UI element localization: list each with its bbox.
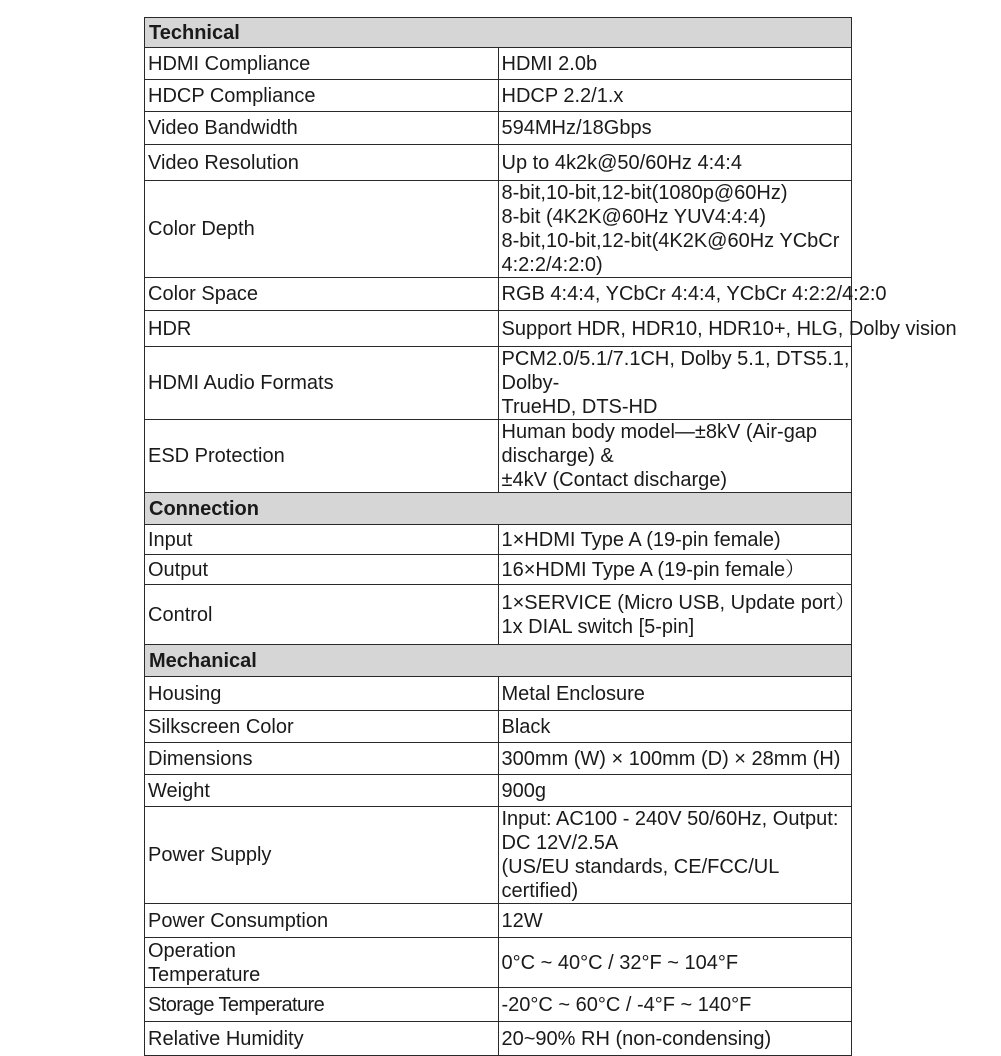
row-label: ESD Protection xyxy=(145,420,499,493)
value-line: Input: AC100 - 240V 50/60Hz, Output: DC 12V/2.5A xyxy=(501,808,839,854)
row-value xyxy=(498,347,852,420)
spec-row-operation-temperature xyxy=(145,938,852,988)
row-value: 900g xyxy=(498,775,852,807)
row-value: 12W xyxy=(498,904,852,938)
value-line: 8-bit (4K2K@60Hz YUV4:4:4) xyxy=(501,206,767,228)
section-title: Connection xyxy=(145,493,852,525)
value-line: 8-bit,10-bit,12-bit(4K2K@60Hz YCbCr 4:2:2/4:2:0) xyxy=(501,230,840,276)
row-value: 300mm (W) × 100mm (D) × 28mm (H) xyxy=(498,743,852,775)
row-label: Color Space xyxy=(145,278,499,311)
row-label: Video Resolution xyxy=(145,145,499,181)
section-header-technical xyxy=(145,18,852,48)
value-line: ±4kV (Contact discharge) xyxy=(501,469,728,491)
spec-row-storage-temperature xyxy=(145,988,852,1022)
row-value: 594MHz/18Gbps xyxy=(498,112,852,145)
row-label: HDCP Compliance xyxy=(145,80,499,112)
row-value xyxy=(498,420,852,493)
row-value xyxy=(498,181,852,278)
spec-row-hdcp-compliance xyxy=(145,80,852,112)
section-header-connection xyxy=(145,493,852,525)
row-label: HDR xyxy=(145,311,499,347)
row-label: Video Bandwidth xyxy=(145,112,499,145)
spec-row-relative-humidity xyxy=(145,1022,852,1056)
row-label: Silkscreen Color xyxy=(145,711,499,743)
value-line: TrueHD, DTS-HD xyxy=(501,396,658,418)
row-label: Output xyxy=(145,555,499,585)
spec-row-silkscreen-color xyxy=(145,711,852,743)
label-line: Temperature xyxy=(148,963,261,986)
row-value: -20°C ~ 60°C / -4°F ~ 140°F xyxy=(498,988,852,1022)
row-label: HDMI Compliance xyxy=(145,48,499,80)
row-value: HDMI 2.0b xyxy=(498,48,852,80)
spec-row-color-space xyxy=(145,278,852,311)
row-value xyxy=(498,807,852,904)
row-value: 16×HDMI Type A (19-pin female） xyxy=(498,555,852,585)
value-line: 8-bit,10-bit,12-bit(1080p@60Hz) xyxy=(501,182,788,204)
value-line: Human body model—±8kV (Air-gap discharge) & xyxy=(501,421,818,467)
spec-row-dimensions xyxy=(145,743,852,775)
section-title: Technical xyxy=(145,18,852,48)
spec-row-input xyxy=(145,525,852,555)
spec-row-output xyxy=(145,555,852,585)
row-value xyxy=(498,585,856,645)
row-label: Color Depth xyxy=(145,181,499,278)
spec-row-hdmi-audio-formats xyxy=(145,347,852,420)
row-value: 0°C ~ 40°C / 32°F ~ 104°F xyxy=(498,938,852,988)
row-value: Black xyxy=(498,711,852,743)
section-title: Mechanical xyxy=(145,645,852,677)
row-value: 20~90% RH (non-condensing) xyxy=(498,1022,852,1056)
row-value: RGB 4:4:4, YCbCr 4:4:4, YCbCr 4:2:2/4:2:0 xyxy=(498,278,852,311)
row-label: Power Consumption xyxy=(145,904,499,938)
row-value: HDCP 2.2/1.x xyxy=(498,80,852,112)
row-value: Metal Enclosure xyxy=(498,677,852,711)
row-label: HDMI Audio Formats xyxy=(145,347,499,420)
spec-row-power-supply xyxy=(145,807,852,904)
spec-row-weight xyxy=(145,775,852,807)
row-value: Up to 4k2k@50/60Hz 4:4:4 xyxy=(498,145,852,181)
row-label xyxy=(145,938,499,988)
spec-row-power-consumption xyxy=(145,904,852,938)
spec-row-video-resolution xyxy=(145,145,852,181)
row-value: 1×HDMI Type A (19-pin female) xyxy=(498,525,852,555)
row-label: Input xyxy=(145,525,499,555)
spec-row-esd-protection xyxy=(145,420,852,493)
row-label: Power Supply xyxy=(145,807,499,904)
value-line: 1×SERVICE (Micro USB, Update port） xyxy=(501,591,856,614)
row-value: Support HDR, HDR10, HDR10+, HLG, Dolby vision xyxy=(498,311,852,347)
value-line: PCM2.0/5.1/7.1CH, Dolby 5.1, DTS5.1, Dolby- xyxy=(501,348,850,394)
row-label: Storage Temperature xyxy=(145,988,499,1022)
row-label: Dimensions xyxy=(145,743,499,775)
spec-row-video-bandwidth xyxy=(145,112,852,145)
value-line: (US/EU standards, CE/FCC/UL certified) xyxy=(501,856,779,902)
row-label: Weight xyxy=(145,775,499,807)
spec-row-hdmi-compliance xyxy=(145,48,852,80)
label-line: Operation xyxy=(148,939,236,962)
row-label: Control xyxy=(145,585,499,645)
spec-row-color-depth xyxy=(145,181,852,278)
spec-row-housing xyxy=(145,677,852,711)
value-line: 1x DIAL switch [5-pin] xyxy=(501,615,695,638)
row-label: Housing xyxy=(145,677,499,711)
row-label: Relative Humidity xyxy=(145,1022,499,1056)
spec-row-hdr xyxy=(145,311,852,347)
section-header-mechanical xyxy=(145,645,852,677)
spec-row-control xyxy=(145,585,852,645)
spec-table xyxy=(144,17,957,1056)
